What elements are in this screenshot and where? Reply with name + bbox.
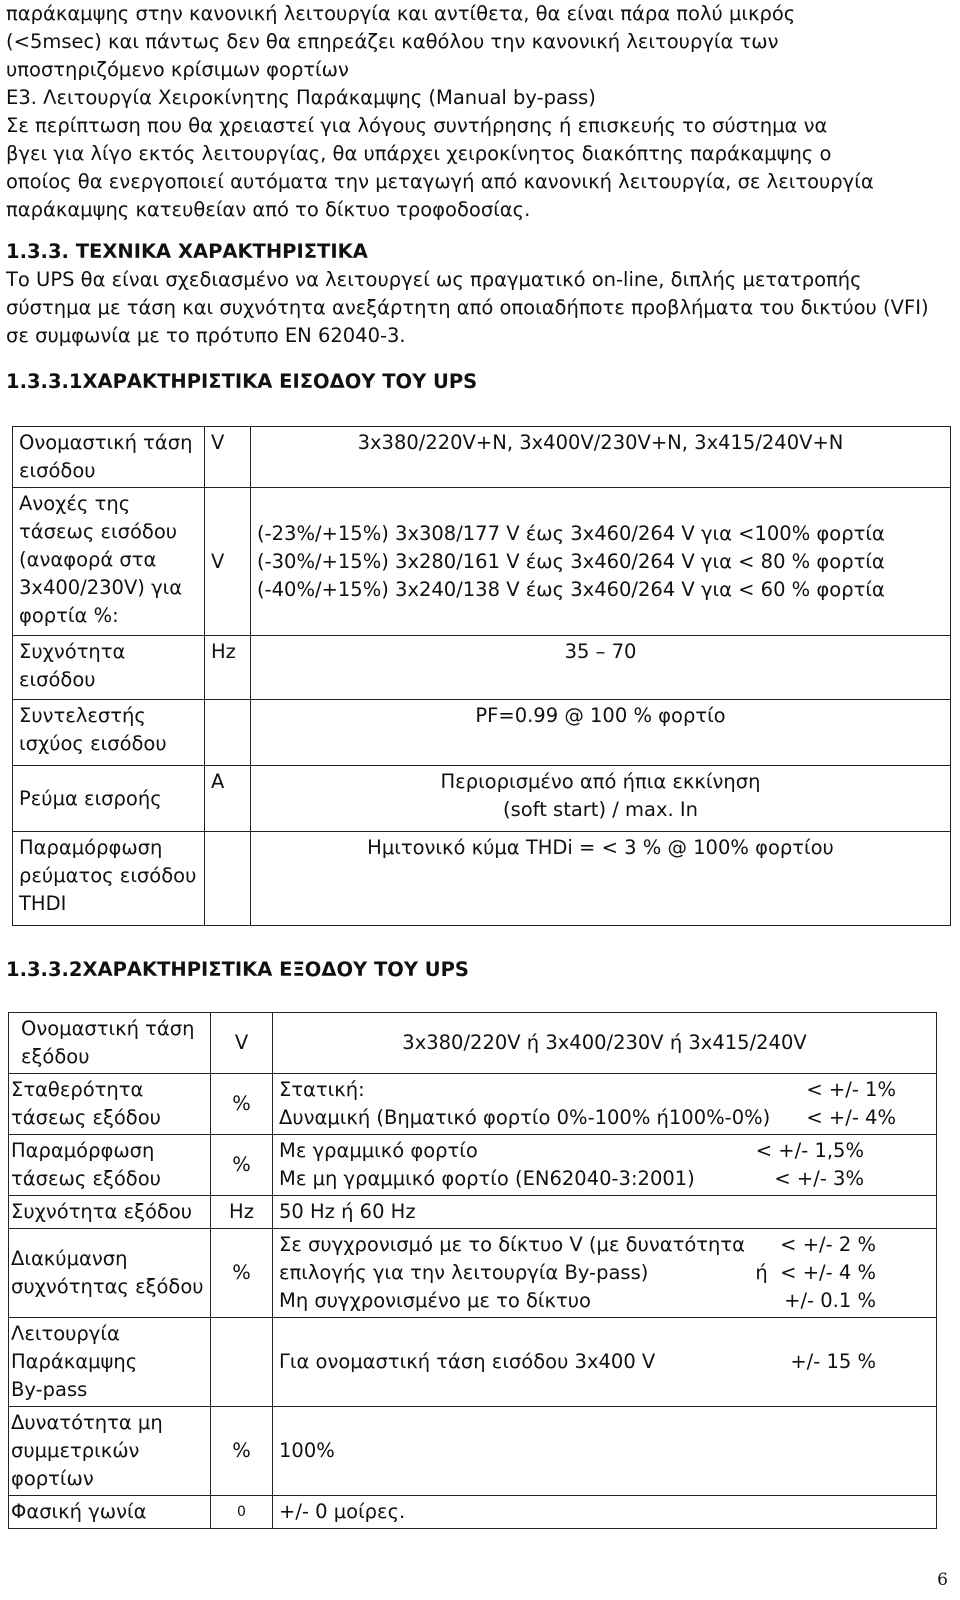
intro-line: παράκαμψης κατευθείαν από το δίκτυο τροφοδοσίας.: [6, 198, 531, 221]
row-label: Φασική γωνία: [9, 1496, 211, 1529]
row-unit: [205, 832, 251, 926]
intro-line: παράκαμψης στην κανονική λειτουργία και αντίθετα, θα είναι πάρα πολύ μικρός: [6, 2, 796, 25]
table-row: [9, 1013, 937, 1074]
table-row: [9, 1318, 937, 1407]
row-unit: %: [211, 1135, 273, 1196]
table-row: [13, 636, 951, 700]
row-unit: A: [205, 766, 251, 832]
row-value: 100%: [273, 1407, 937, 1496]
table-row: [9, 1407, 937, 1496]
intro-line: (<5msec) και πάντως δεν θα επηρεάζει καθόλου την κανονική λειτουργία των: [6, 30, 779, 53]
table-row: [9, 1135, 937, 1196]
tech-line: σύστημα με τάση και συχνότητα ανεξάρτητη από οποιαδήποτε προβλήματα του δικτύου (VFI): [6, 296, 929, 319]
row-label: Διακύμανση συχνότητας εξόδου: [9, 1229, 211, 1318]
row-unit: %: [211, 1407, 273, 1496]
row-unit: Hz: [211, 1196, 273, 1229]
tech-line: Το UPS θα είναι σχεδιασμένο να λειτουργεί ως πραγματικό on-line, διπλής μετατροπής: [6, 268, 862, 291]
row-label: Ονομαστική τάση εξόδου: [9, 1013, 211, 1074]
intro-line: Σε περίπτωση που θα χρειαστεί για λόγους συντήρησης ή επισκευής το σύστημα να: [6, 114, 828, 137]
row-label: Σταθερότητα τάσεως εξόδου: [9, 1074, 211, 1135]
row-label: Ρεύμα εισροής: [13, 766, 205, 832]
output-table: [8, 1012, 937, 1529]
table-row: [13, 427, 951, 488]
row-label: Δυνατότητα μη συμμετρικών φορτίων: [9, 1407, 211, 1496]
row-label: Ανοχές της τάσεως εισόδου (αναφορά στα 3x400/230V) για φορτία %:: [13, 488, 205, 636]
row-value: Για ονομαστική τάση εισόδου 3x400 V +/- 15 %: [273, 1318, 937, 1407]
input-table: [12, 426, 951, 926]
row-value: PF=0.99 @ 100 % φορτίο: [251, 700, 951, 766]
row-unit: V: [211, 1013, 273, 1074]
row-unit: %: [211, 1074, 273, 1135]
row-value: 50 Hz ή 60 Hz: [273, 1196, 937, 1229]
row-unit: [205, 700, 251, 766]
row-unit: [211, 1318, 273, 1407]
row-value: 3x380/220V ή 3x400/230V ή 3x415/240V: [273, 1013, 937, 1074]
intro-line: υποστηριζόμενο κρίσιμων φορτίων: [6, 58, 349, 81]
intro-line: βγει για λίγο εκτός λειτουργίας, θα υπάρχει χειροκίνητος διακόπτης παράκαμψης ο: [6, 142, 832, 165]
table-row: [9, 1229, 937, 1318]
page-number: 6: [937, 1570, 948, 1590]
row-unit: 0: [211, 1496, 273, 1529]
table-row: [13, 832, 951, 926]
row-label: Παραμόρφωση τάσεως εξόδου: [9, 1135, 211, 1196]
row-unit: V: [205, 488, 251, 636]
row-value: 35 – 70: [251, 636, 951, 700]
row-label: Παραμόρφωση ρεύματος εισόδου THDI: [13, 832, 205, 926]
row-unit: V: [205, 427, 251, 488]
table-row: [13, 766, 951, 832]
intro-line: οποίος θα ενεργοποιεί αυτόματα την μεταγωγή από κανονική λειτουργία, σε λειτουργία: [6, 170, 874, 193]
row-value: Περιορισμένο από ήπια εκκίνηση (soft start) / max. In: [251, 766, 951, 832]
row-label: Λειτουργία Παράκαμψης By-pass: [9, 1318, 211, 1407]
row-value: (-23%/+15%) 3x308/177 V έως 3x460/264 V για <100% φορτία (-30%/+15%) 3x280/161 V έως 3x460/264 V για < 80 % φορτία (-40%/+15%) 3x240/138 V έως 3x460/264 V για < 60 % φορτία: [251, 488, 951, 636]
tech-line: σε συμφωνία με το πρότυπο EN 62040-3.: [6, 324, 406, 347]
table-row: [9, 1074, 937, 1135]
row-value: Στατική: < +/- 1% Δυναμική (Βηματικό φορτίο 0%-100% ή100%-0%) < +/- 4%: [273, 1074, 937, 1135]
row-label: Συχνότητα εισόδου: [13, 636, 205, 700]
row-value: 3x380/220V+N, 3x400V/230V+N, 3x415/240V+N: [251, 427, 951, 488]
row-value: Ημιτονικό κύμα THDi = < 3 % @ 100% φορτίου: [251, 832, 951, 926]
tech-heading: 1.3.3. ΤΕΧΝΙΚΑ ΧΑΡΑΚΤΗΡΙΣΤΙΚΑ: [6, 240, 368, 263]
input-heading: 1.3.3.1ΧΑΡΑΚΤΗΡΙΣΤΙΚΑ ΕΙΣΟΔΟΥ ΤΟΥ UPS: [6, 370, 478, 393]
row-value: Σε συγχρονισμό με το δίκτυο V (με δυνατότητα < +/- 2 % επιλογής για την λειτουργία By-pass) ή < +/- 4 % Μη συγχρονισμένο με το δίκτυο +/- 0.1 %: [273, 1229, 937, 1318]
row-label: Ονομαστική τάση εισόδου: [13, 427, 205, 488]
row-label: Συντελεστής ισχύος εισόδου: [13, 700, 205, 766]
row-unit: %: [211, 1229, 273, 1318]
table-row: [13, 700, 951, 766]
table-row: [9, 1196, 937, 1229]
row-unit: Hz: [205, 636, 251, 700]
output-heading: 1.3.3.2ΧΑΡΑΚΤΗΡΙΣΤΙΚΑ ΕΞΟΔΟΥ ΤΟΥ UPS: [6, 958, 469, 981]
table-row: [9, 1496, 937, 1529]
table-row: [13, 488, 951, 636]
manual-bypass-title: Ε3. Λειτουργία Χειροκίνητης Παράκαμψης (Manual by-pass): [6, 86, 596, 109]
row-label: Συχνότητα εξόδου: [9, 1196, 211, 1229]
row-value: +/- 0 μοίρες.: [273, 1496, 937, 1529]
row-value: Με γραμμικό φορτίο < +/- 1,5% Με μη γραμμικό φορτίο (EN62040-3:2001) < +/- 3%: [273, 1135, 937, 1196]
